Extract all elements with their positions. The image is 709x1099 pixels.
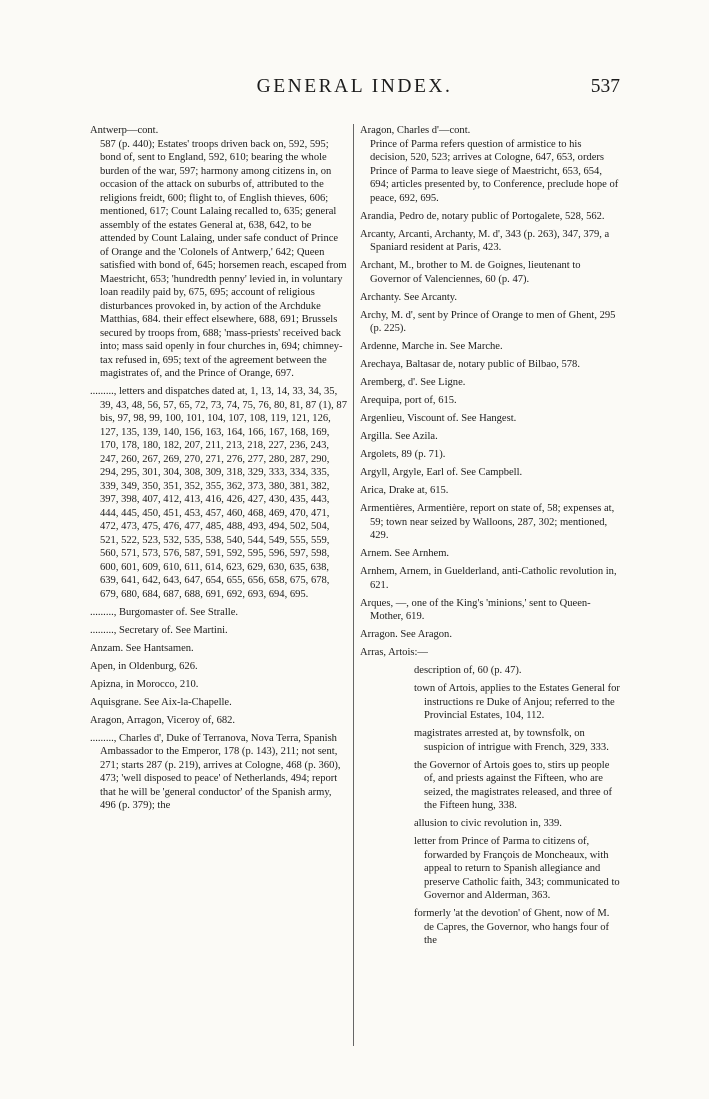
index-entry: Arequipa, port of, 615.	[360, 395, 457, 406]
index-entry: Arnem. See Arnhem.	[360, 548, 450, 559]
index-entry: Aquisgrane. See Aix-la-Chapelle.	[90, 696, 232, 708]
index-entry: Arnhem, Arnem, in Guelderland, anti-Catholic revolution in, 621.	[360, 566, 617, 591]
index-entry: Apizna, in Morocco, 210.	[90, 678, 199, 690]
index-entry: Arechaya, Baltasar de, notary public of Bilbao, 578.	[360, 359, 580, 370]
index-entry-aragon-cont	[360, 124, 620, 205]
index-entry: Ardenne, Marche in. See Marche.	[360, 341, 503, 352]
index-entry: Argolets, 89 (p. 71).	[360, 449, 446, 460]
entry-heading: Aragon, Charles d'—cont.	[360, 125, 471, 136]
entry-body: 587 (p. 440); Estates' troops driven back on, 592, 595; bond of, sent to England, 592, 610; bearing the whole burden of the war, 597; harmony among citizens in, on occasion of the attack on suburbs of, attributed to the religions freidt, 600; flight to, of English thieves, 606; mentioned, 617; Count Lalaing recalled to, 635; general assembly of the estates General at, 638, 642, to be attended by Count Lalaing, under safe conduct of Prince of Orange and the 'Colonels of Antwerp,' 642; Queen satisfied with bond of, 645; horsemen reach, escaped from Maestricht, 653; 'hundredth penny' levied in, in voluntary loan readily paid by, 675, 695; account of religious disturbances provoked in, by action of the Archduke Matthias, 684. their effect elsewhere, 688, 691; Brussels secured by troops from, 688; 'mass-priests' received back into; mass said openly in four churches in, 694; chimney-tax refused in, 695; text of the agreement between the magistrates of, and the Prince of Orange, 697.	[100, 138, 347, 379]
index-subentry: letter from Prince of Parma to citizens of, forwarded by François de Moncheaux, with appeal to return to Spanish allegiance and preserve Catholic faith, 343; communicated to Governor and Alderman, 363.	[414, 836, 620, 901]
index-entry: ........., Charles d', Duke of Terranova, Nova Terra, Spanish Ambassador to the Emperor, 178 (p. 143), 211; not sent, 271; starts 287 (p. 219), arrives at Cologne, 468 (p. 360), 473; 'well disposed to peace' of Netherlands, 494; report that he will be 'general conductor' of the Spanish army, 496 (p. 379); the	[90, 732, 341, 811]
index-entry: Armentières, Armentière, report on state of, 58; expenses at, 59; town near seized by Walloons, 287, 302; mentioned, 429.	[360, 503, 615, 541]
page-header	[0, 76, 709, 100]
index-subentry: formerly 'at the devotion' of Ghent, now of M. de Capres, the Governor, who hangs four of the	[414, 908, 610, 946]
index-entry-antwerp-cont	[90, 124, 348, 381]
index-entry: ........., Burgomaster of. See Stralle.	[90, 606, 239, 618]
index-subentry: town of Artois, applies to the Estates General for instructions re Duke of Anjou; referred to the Provincial Estates, 104, 112.	[414, 683, 620, 721]
column-divider	[353, 124, 354, 1046]
entry-body: Prince of Parma refers question of armistice to his decision, 520, 523; arrives at Cologne, 647, 653, orders Prince of Parma to leave siege of Maestricht, 653, 654, 694; articles presented by, to Conference, preclude hope of peace, 692, 695.	[370, 138, 619, 204]
index-subentry: the Governor of Artois goes to, stirs up people of, and priests against the Fifteen, who are seized, the magistrates released, and three of the Fifteen hung, 338.	[414, 759, 613, 811]
index-entry: Argyll, Argyle, Earl of. See Campbell.	[360, 467, 523, 478]
index-entry: Arques, —, one of the King's 'minions,' sent to Queen-Mother, 619.	[360, 597, 591, 622]
index-entry: Apen, in Oldenburg, 626.	[90, 660, 198, 672]
index-entry: ........., Secretary of. See Martini.	[90, 624, 228, 636]
index-entry: Arandia, Pedro de, notary public of Portogalete, 528, 562.	[360, 210, 605, 222]
index-subentry: description of, 60 (p. 47).	[414, 665, 522, 676]
index-entry: Archant, M., brother to M. de Goignes, lieutenant to Governor of Valenciennes, 60 (p. 47).	[360, 260, 581, 285]
index-entry: Aremberg, d'. See Ligne.	[360, 377, 466, 388]
index-entry: Arras, Artois:—	[360, 647, 428, 658]
left-column	[90, 124, 348, 817]
page-title: GENERAL INDEX.	[256, 76, 453, 97]
entry-heading: Antwerp—cont.	[90, 125, 159, 136]
index-entry: Argilla. See Azila.	[360, 431, 438, 442]
right-column	[360, 124, 620, 952]
index-entry: Arragon. See Aragon.	[360, 629, 452, 640]
index-entry: Archanty. See Arcanty.	[360, 291, 458, 303]
page-number: 537	[590, 76, 620, 97]
index-entry: Arica, Drake at, 615.	[360, 485, 449, 496]
index-entry: Aragon, Arragon, Viceroy of, 682.	[90, 714, 236, 726]
index-entry: Anzam. See Hantsamen.	[90, 642, 194, 654]
index-subentry: allusion to civic revolution in, 339.	[414, 818, 562, 829]
index-entry: Archy, M. d', sent by Prince of Orange to men of Ghent, 295 (p. 225).	[360, 309, 616, 334]
index-subentry: magistrates arrested at, by townsfolk, on suspicion of intrigue with French, 329, 333.	[414, 728, 609, 753]
index-entry: Arcanty, Arcanti, Archanty, M. d', 343 (p. 263), 347, 379, a Spaniard resident at Paris, 423.	[360, 228, 610, 253]
index-entry: Argenlieu, Viscount of. See Hangest.	[360, 413, 517, 424]
index-entry: ........., letters and dispatches dated at, 1, 13, 14, 33, 34, 35, 39, 43, 48, 56, 57, 65, 72, 73, 74, 75, 76, 80, 81, 87 (1), 87 bis, 97, 98, 99, 100, 101, 104, 107, 108, 119, 121, 126, 127, 135, 139, 140, 156, 163, 164, 166, 167, 168, 169, 170, 178, 180, 182, 207, 211, 213, 218, 227, 236, 243, 247, 260, 267, 269, 270, 271, 276, 277, 280, 287, 290, 294, 295, 301, 304, 308, 309, 318, 329, 333, 334, 335, 339, 349, 350, 351, 352, 355, 362, 373, 380, 381, 382, 397, 398, 407, 412, 413, 416, 426, 427, 430, 435, 443, 444, 445, 450, 451, 453, 457, 460, 468, 469, 470, 471, 472, 473, 475, 476, 477, 485, 488, 493, 494, 502, 504, 521, 522, 523, 532, 535, 538, 540, 544, 549, 555, 559, 560, 571, 573, 576, 587, 591, 592, 595, 596, 597, 598, 600, 601, 609, 610, 611, 614, 623, 629, 630, 635, 638, 639, 641, 642, 643, 647, 654, 655, 656, 658, 675, 678, 679, 680, 684, 687, 688, 691, 692, 693, 694, 695.	[90, 386, 347, 600]
